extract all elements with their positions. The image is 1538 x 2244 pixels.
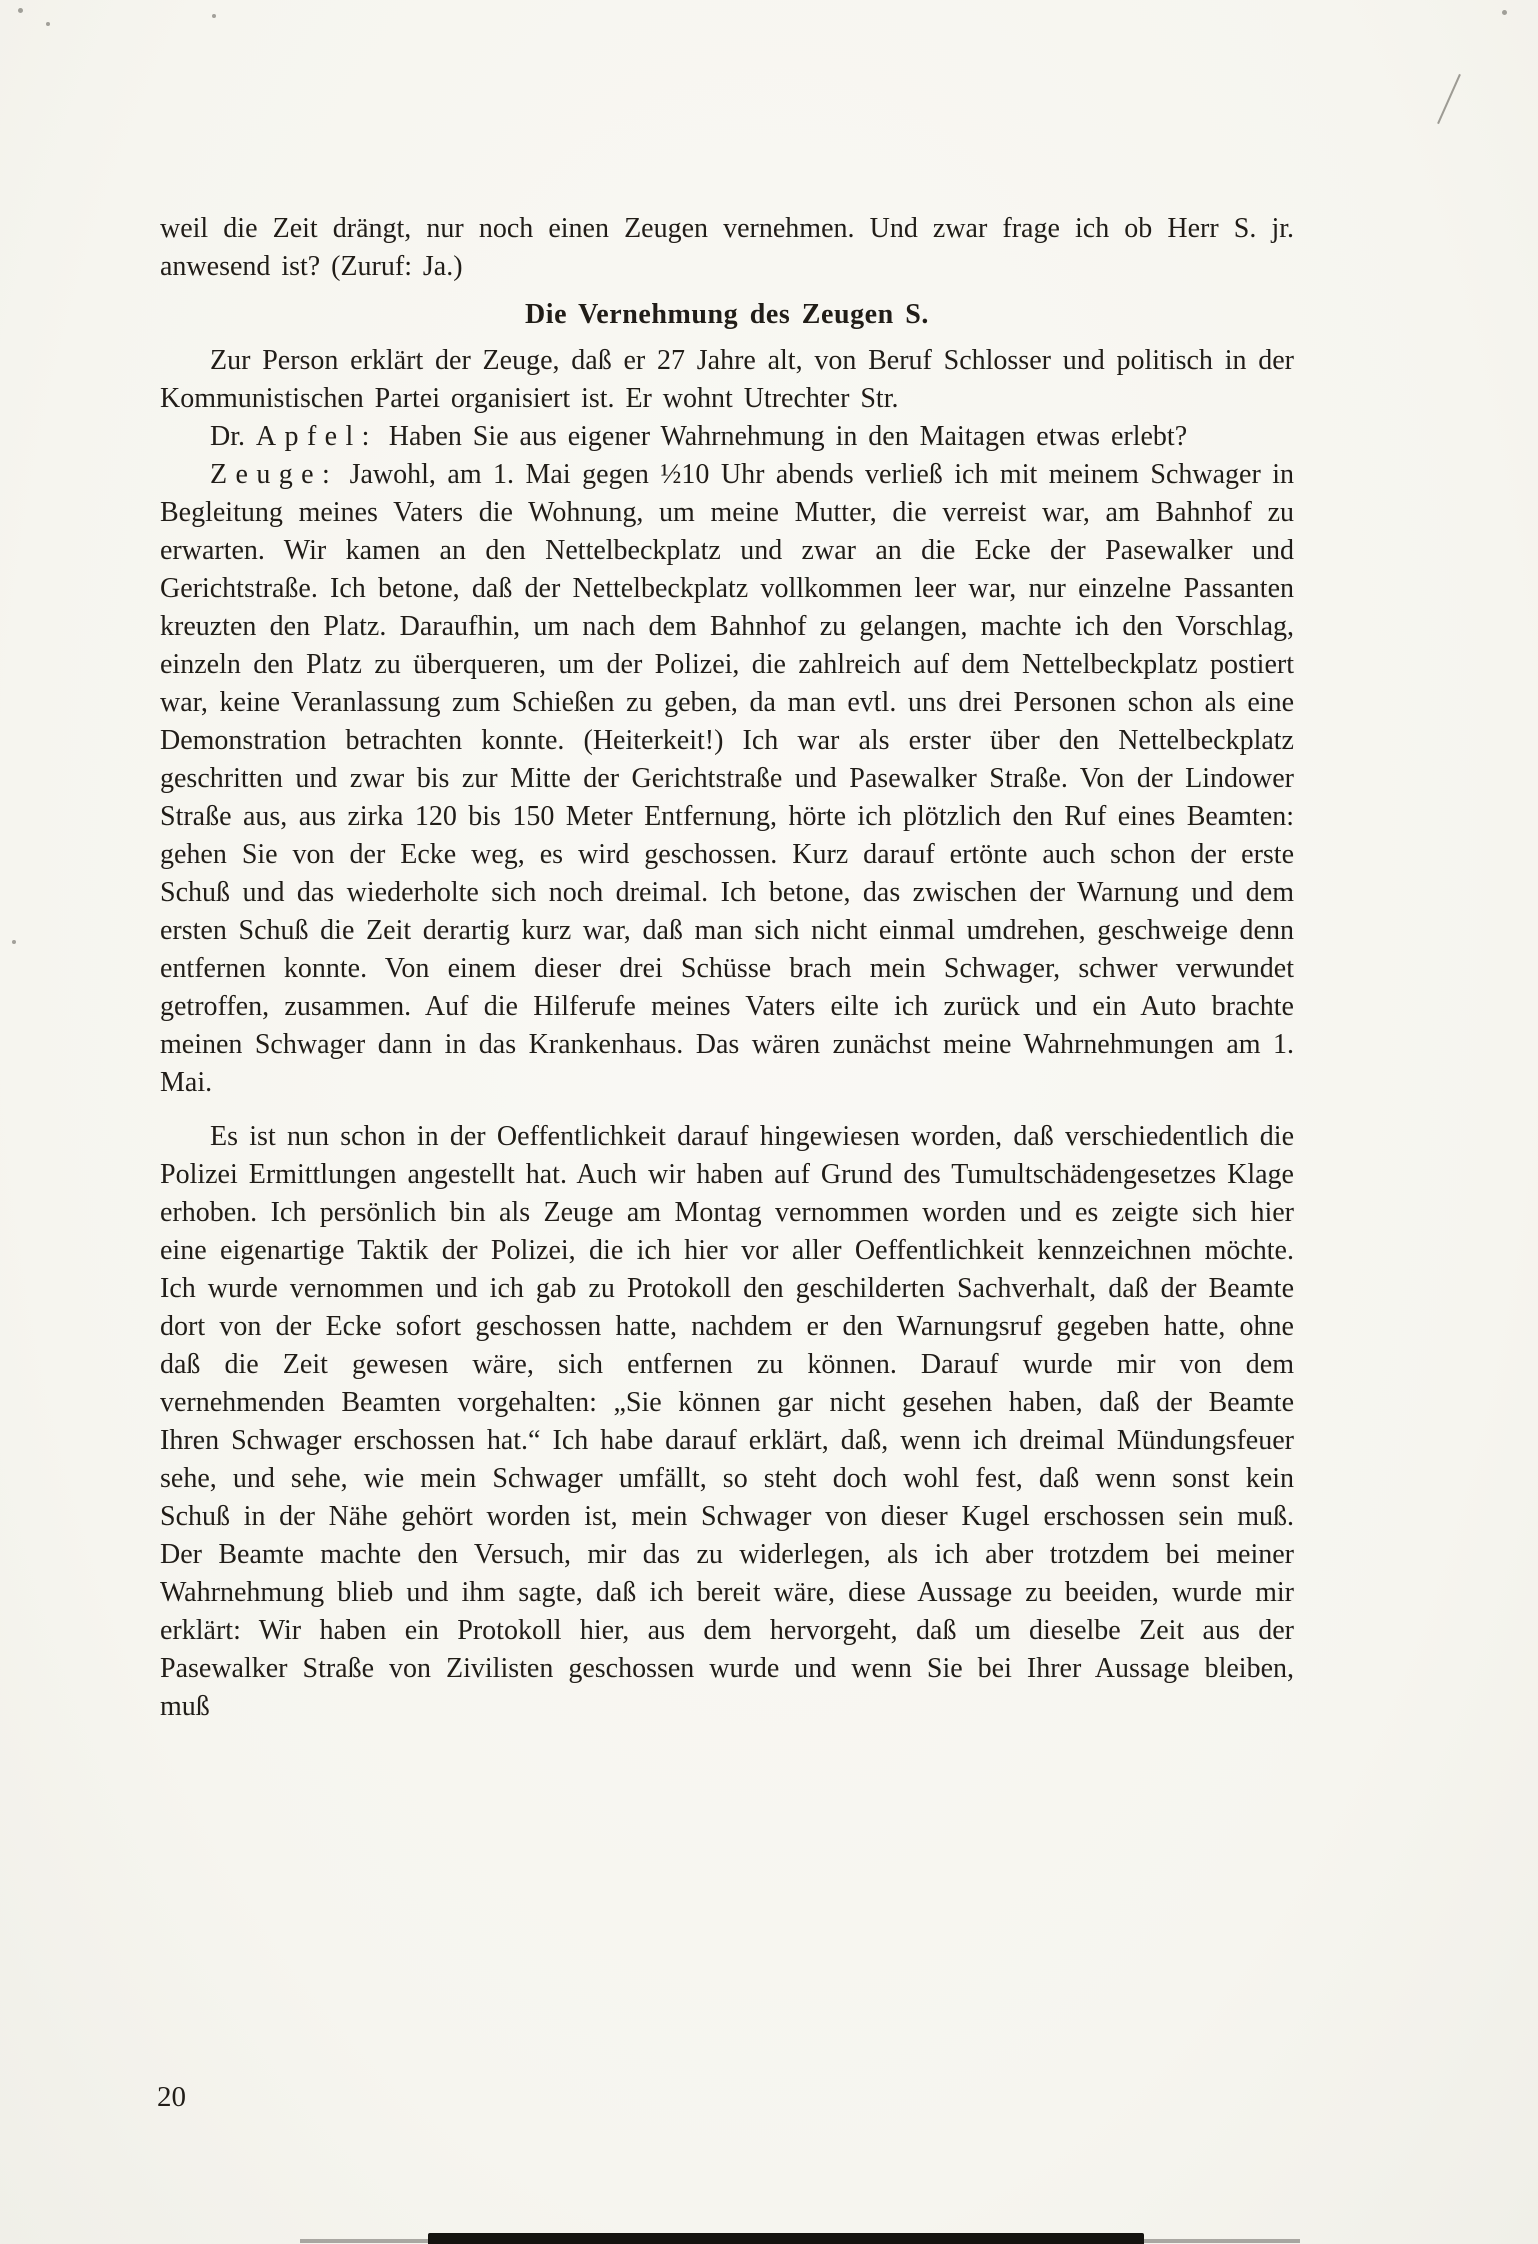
scan-crease-mark — [1437, 74, 1461, 124]
paragraph-person-statement: Zur Person erklärt der Zeuge, daß er 27 Jahre alt, von Beruf Schlosser und politisch in der Kommunistischen Partei organisiert ist. Er wohnt Utrechter Str. — [160, 345, 1294, 414]
scan-speck — [212, 14, 216, 18]
paragraph-continuation: weil die Zeit drängt, nur noch einen Zeugen vernehmen. Und zwar frage ich ob Herr S. jr. anwesend ist? (Zuruf: Ja.) — [160, 213, 1294, 282]
speaker-name: Zeuge: — [210, 459, 339, 490]
scan-edge-artifact — [428, 2233, 1144, 2244]
section-heading: Die Vernehmung des Zeugen S. — [525, 299, 929, 330]
testimony-text: Jawohl, am 1. Mai gegen ½10 Uhr abends verließ ich mit meinem Schwager in Begleitung meines Vaters die Wohnung, um meine Mutter, die verreist war, am Bahnhof zu erwarten. Wir kamen an den Nettelbeckplatz und zwar an die Ecke der Pasewalker und Gerichtstraße. Ich betone, daß der Nettelbeckplatz vollkommen leer war, nur einzelne Passanten kreuzten den Platz. Daraufhin, um nach dem Bahnhof zu gelangen, machte ich den Vorschlag, einzeln den Platz zu überqueren, um der Polizei, die zahlreich auf dem Nettelbeckplatz postiert war, keine Veranlassung zum Schießen zu geben, da man evtl. uns drei Personen schon als eine Demonstration betrachten konnte. (Heiterkeit!) Ich war als erster über den Nettelbeckplatz geschritten und zwar bis zur Mitte der Gerichtstraße und Pasewalker Straße. Von der Lindower Straße aus, aus zirka 120 bis 150 Meter Entfernung, hörte ich plötzlich den Ruf eines Beamten: gehen Sie von der Ecke weg, es wird geschossen. Kurz darauf ertönte auch schon der erste Schuß und das wiederholte sich noch dreimal. Ich betone, das zwischen der Warnung und dem ersten Schuß die Zeit derartig kurz war, daß man sich nicht einmal umdrehen, geschweige denn entfernen konnte. Von einem dieser drei Schüsse brach mein Schwager, schwer verwundet getroffen, zusammen. Auf die Hilferufe meines Vaters eilte ich zurück und ein Auto brachte meinen Schwager dann in das Krankenhaus. Das wären zunächst meine Wahrnehmungen am 1. Mai. — [160, 459, 1295, 1098]
page-number: 20 — [157, 2081, 186, 2113]
scan-speck — [1502, 10, 1507, 15]
question-text: Haben Sie aus eigener Wahrnehmung in den Maitagen etwas erlebt? — [388, 421, 1188, 452]
speaker-title: Dr. — [210, 421, 256, 452]
paragraph-testimony-2: Es ist nun schon in der Oeffentlichkeit darauf hingewiesen worden, daß verschiedentlich die Polizei Ermittlungen angestellt hat. Auch wir haben auf Grund des Tumultschädengesetzes Klage erhoben. Ich persönlich bin als Zeuge am Montag vernommen worden und es zeigte sich hier eine eigenartige Taktik der Polizei, die ich hier vor aller Oeffentlichkeit kennzeichnen möchte. Ich wurde vernommen und ich gab zu Protokoll den geschilderten Sachverhalt, daß der Beamte dort von der Ecke sofort geschossen hatte, nachdem er den Warnungsruf gegeben hatte, ohne daß die Zeit gewesen wäre, sich entfernen zu können. Darauf wurde mir von dem vernehmenden Beamten vorgehalten: „Sie können gar nicht gesehen haben, daß der Beamte Ihren Schwager erschossen hat.“ Ich habe darauf erklärt, daß, wenn ich dreimal Mündungsfeuer sehe, und sehe, wie mein Schwager umfällt, so steht doch wohl fest, daß wenn sonst kein Schuß in der Nähe gehört worden ist, mein Schwager von dieser Kugel erschossen sein muß. Der Beamte machte den Versuch, mir das zu widerlegen, als ich aber trotzdem bei meiner Wahrnehmung blieb und ihm sagte, daß ich bereit wäre, diese Aussage zu beeiden, wurde mir erklärt: Wir haben ein Protokoll hier, aus dem hervorgeht, daß um dieselbe Zeit aus der Pasewalker Straße von Zivilisten geschossen wurde und wenn Sie bei Ihrer Aussage bleiben, muß — [160, 1121, 1294, 1722]
paragraph-question — [160, 418, 1294, 456]
scan-speck — [46, 22, 50, 26]
paragraph-testimony-1 — [160, 456, 1294, 1102]
text-column — [160, 210, 1294, 1726]
scan-speck — [18, 8, 23, 13]
scan-speck — [12, 940, 16, 944]
speaker-name: Apfel: — [255, 421, 378, 452]
